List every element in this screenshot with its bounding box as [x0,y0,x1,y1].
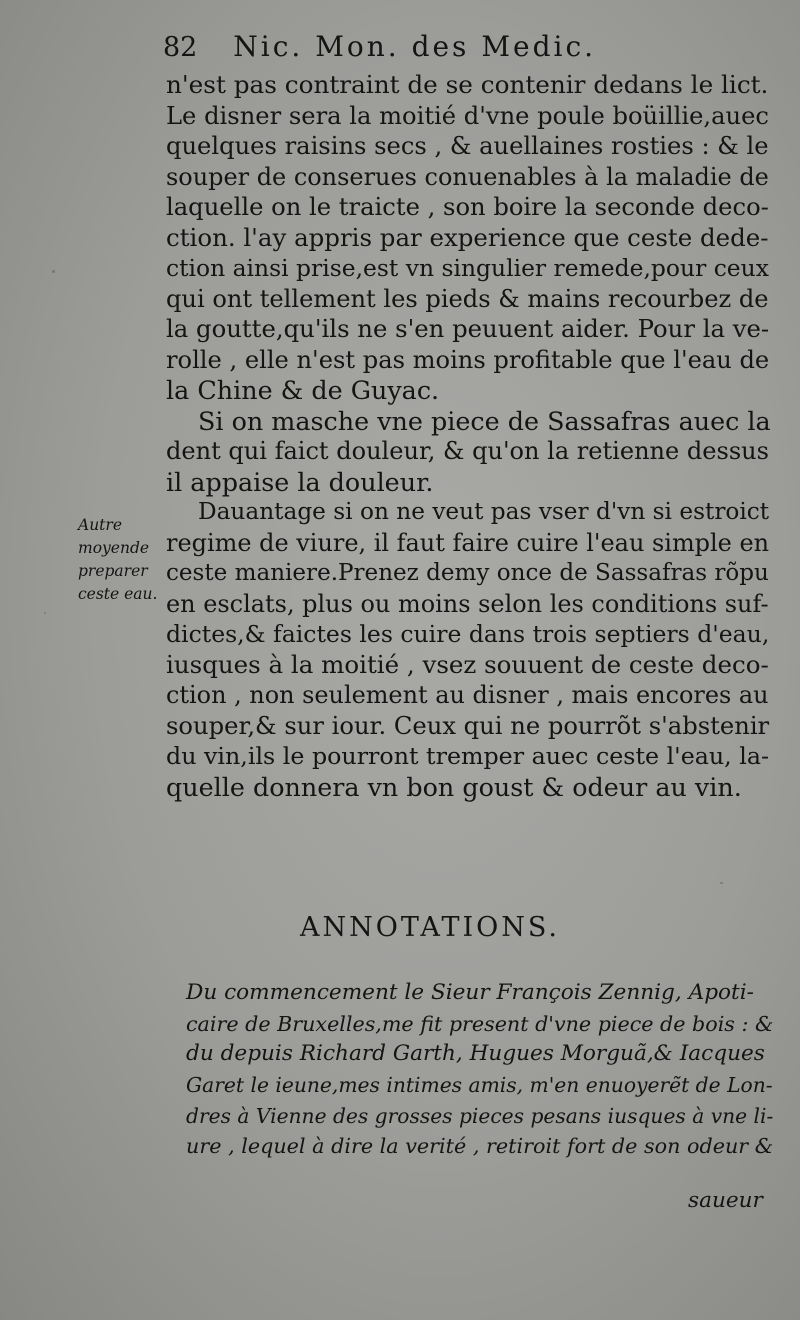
marginal-note [78,514,164,606]
running-title: Nic. Mon. des Medic. [233,30,597,63]
running-header [163,30,763,70]
annotation-block [186,978,776,1162]
annotation-line: dres à Vienne des grosses pieces pesans iusques à vne li- [186,1103,774,1128]
main-text-block [166,70,772,802]
text-line: en esclats, plus ou moins selon les conditions suf- [166,589,769,618]
paper-speck [720,882,723,884]
text-line: laquelle on le traicte , son boire la seconde deco- [166,193,769,221]
text-line: quelques raisins secs , & auellaines rosties : & le [166,132,769,160]
annotation-line: caire de Bruxelles,me fit present d'vne piece de bois : & [186,1011,774,1036]
text-line: rolle , elle n'est pas moins profitable que l'eau de [166,345,770,374]
paper-speck [44,612,46,614]
text-line: il appaise la douleur. [166,466,434,497]
text-line: Dauantage si on ne veut pas vser d'vn si estroict [198,498,770,525]
text-line: du vin,ils le pourront tremper auec ceste l'eau, la- [166,742,770,770]
text-line: ction ainsi prise,est vn singulier remede,pour ceux [166,254,769,282]
marginal-note-line: ceste eau. [78,585,158,603]
page-number: 82 [163,32,198,63]
annotation-line: ure , lequel à dire la verité , retiroit fort de son odeur & [186,1134,774,1159]
text-line: dent qui faict douleur, & qu'on la retienne dessus [166,437,769,465]
catchword: saueur [688,1188,763,1213]
paper-speck [52,270,55,273]
text-line: la Chine & de Guyac. [166,375,440,405]
text-line: souper,& sur iour. Ceux qui ne pourrõt s'abstenir [166,711,770,740]
text-line: Le disner sera la moitié d'vne poule boüillie,auec [166,101,769,130]
text-line: n'est pas contraint de se contenir dedans le lict. [166,70,769,99]
text-line: ction. l'ay appris par experience que ceste dede- [166,222,769,252]
text-line: la goutte,qu'ils ne s'en peuuent aider. Pour la ve- [166,314,770,343]
section-heading: ANNOTATIONS. [300,912,560,943]
marginal-note-line: Autre [78,516,122,534]
text-line: souper de conserues conuenables à la maladie de [166,162,769,191]
annotation-line: Du commencement le Sieur François Zennig, Apoti- [186,980,754,1005]
text-line: Si on masche vne piece de Sassafras auec la [198,405,771,436]
text-line: ction , non seulement au disner , mais encores au [166,681,769,709]
text-line: ceste maniere.Prenez demy once de Sassafras rõpu [166,560,769,586]
marginal-note-line: moyende [78,539,150,557]
annotation-line: Garet le ieune,mes intimes amis, m'en enuoyerẽt de Lon- [186,1073,773,1098]
text-line: dictes,& faictes les cuire dans trois septiers d'eau, [166,620,770,648]
text-line: iusques à la moitié , vsez souuent de ceste deco- [166,649,769,679]
text-line: regime de viure, il faut faire cuire l'eau simple en [166,528,770,557]
annotation-line: du depuis Richard Garth, Hugues Morguã,& Iacques [186,1041,765,1067]
text-line: quelle donnera vn bon goust & odeur au vin. [166,771,742,802]
text-line: qui ont tellement les pieds & mains recourbez de [166,284,769,313]
marginal-note-line: preparer [78,562,148,580]
